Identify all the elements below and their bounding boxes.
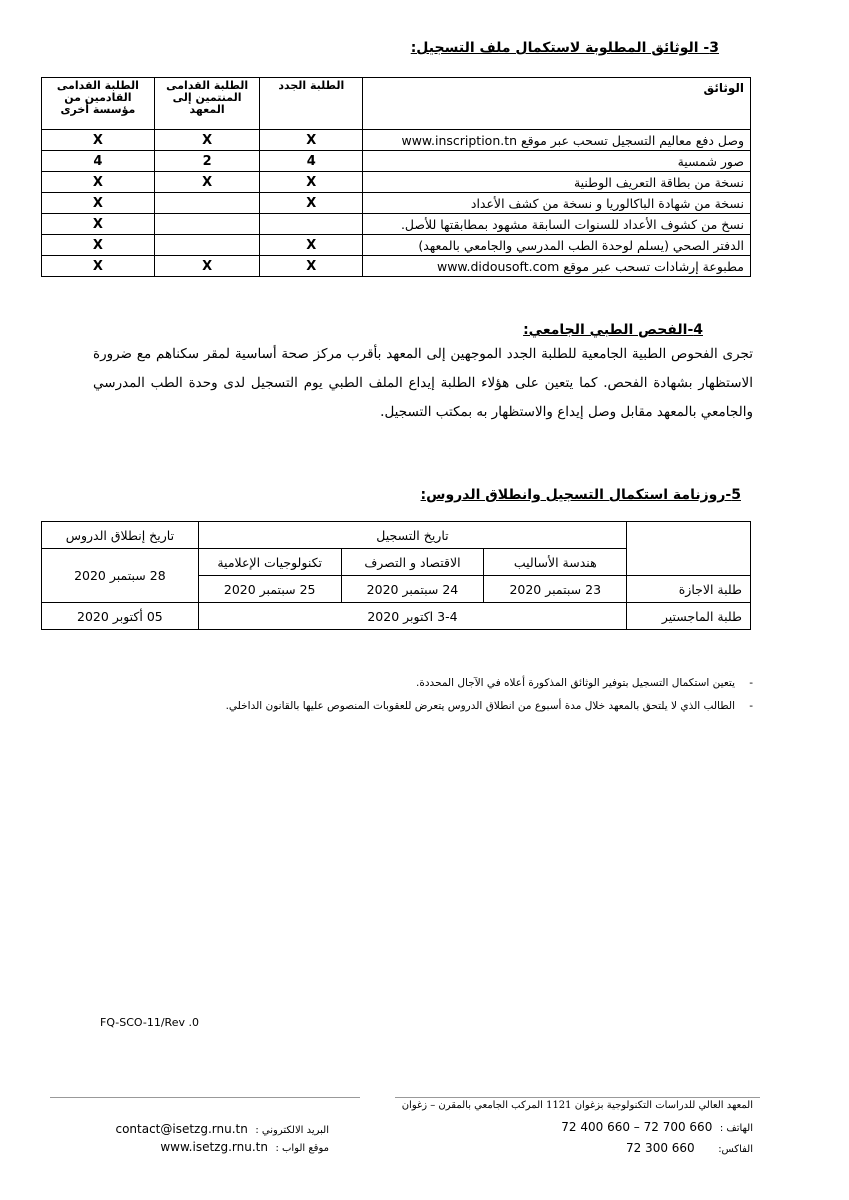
mark-old-inst <box>154 235 260 256</box>
doc-cell: الدفتر الصحي (يسلم لوحدة الطب المدرسي والجامعي بالمعهد) <box>363 235 751 256</box>
footer-divider-right <box>395 1097 760 1098</box>
mark-old-other: X <box>42 130 155 151</box>
mark-old-inst: X <box>154 130 260 151</box>
mark-new <box>260 214 363 235</box>
footer-website <box>160 1140 329 1154</box>
licence-start-date: 28 سبتمبر 2020 <box>42 549 199 603</box>
master-start-date: 05 أكتوبر 2020 <box>42 603 199 630</box>
table-row <box>42 214 751 235</box>
table-row <box>42 256 751 277</box>
documents-header-row <box>42 78 751 130</box>
section3-title: 3- الوثائق المطلوبة لاستكمال ملف التسجيل: <box>410 40 719 56</box>
mark-new: X <box>260 193 363 214</box>
master-row <box>42 603 751 630</box>
mark-new: X <box>260 256 363 277</box>
mark-old-other: X <box>42 172 155 193</box>
list-item: - الطالب الذي لا يلتحق بالمعهد خلال مدة أسبوع من انطلاق الدروس يتعرض للعقوبات المنصوص عليها بالقانون الداخلي. <box>225 700 753 712</box>
schedule-corner-cell <box>627 522 751 576</box>
table-row <box>42 130 751 151</box>
header-old-students-other: الطلبة القدامى القادمين من مؤسسة أخرى <box>42 78 155 130</box>
mark-old-other: 4 <box>42 151 155 172</box>
fax-label: الفاكس: <box>718 1144 753 1155</box>
mark-old-other: X <box>42 214 155 235</box>
mark-old-inst: X <box>154 256 260 277</box>
footer-phone <box>561 1120 753 1134</box>
email-link[interactable]: contact@isetzg.rnu.tn <box>115 1122 248 1136</box>
email-label: البريد الالكتروني : <box>255 1125 329 1136</box>
fax-number: 72 300 660 <box>625 1141 695 1155</box>
doc-cell: مطبوعة إرشادات تسحب عبر موقع www.didousoft.com <box>363 256 751 277</box>
section5-title: 5-روزنامة استكمال التسجيل وانطلاق الدروس: <box>420 487 741 503</box>
table-row <box>42 193 751 214</box>
footer-email <box>115 1122 329 1136</box>
footer-address: المعهد العالي للدراسات التكنولوجية بزغوان 1121 المركب الجامعي بالمقرن – زغوان <box>401 1100 753 1111</box>
doc-cell: وصل دفع معاليم التسجيل تسحب عبر موقع www.inscription.tn <box>363 130 751 151</box>
col-economics-management: الاقتصاد و التصرف <box>341 549 484 576</box>
section4-title: 4-الفحص الطبي الجامعي: <box>523 322 703 338</box>
schedule-header-row <box>42 522 751 549</box>
mark-new: 4 <box>260 151 363 172</box>
notes-list <box>113 672 753 718</box>
doc-cell: صور شمسية <box>363 151 751 172</box>
mark-new: X <box>260 130 363 151</box>
col-it: تكنولوجيات الإعلامية <box>198 549 341 576</box>
licence-date-3: 25 سبتمبر 2020 <box>198 576 341 603</box>
mark-old-inst: X <box>154 172 260 193</box>
phone-label: الهاتف : <box>719 1123 753 1134</box>
mark-old-inst: 2 <box>154 151 260 172</box>
footer-fax <box>626 1141 753 1155</box>
footer-divider-left <box>50 1097 360 1098</box>
web-label: موقع الواب : <box>275 1143 329 1154</box>
medical-exam-paragraph: تجرى الفحوص الطبية الجامعية للطلبة الجدد الموجهين إلى المعهد بأقرب مركز صحة أساسية لمقر سكناهم مع ضرورة الاستظهار بشهادة الفحص. كما يتعين على هؤلاء الطلبة إيداع الملف الطبي يوم التسجيل لدى وحدة الطب المدرسي والجامعي بالمعهد مقابل وصل إيداع والاستظهار به بمكتب التسجيل. <box>93 346 753 420</box>
documents-table <box>41 77 751 277</box>
mark-old-other: X <box>42 256 155 277</box>
mark-old-other: X <box>42 235 155 256</box>
licence-date-2: 24 سبتمبر 2020 <box>341 576 484 603</box>
master-label: طلبة الماجستير <box>627 603 751 630</box>
registration-date-header: تاريخ التسجيل <box>198 522 626 549</box>
doc-cell: نسخة من بطاقة التعريف الوطنية <box>363 172 751 193</box>
table-row <box>42 151 751 172</box>
mark-old-inst <box>154 214 260 235</box>
licence-label: طلبة الاجازة <box>627 576 751 603</box>
table-row <box>42 235 751 256</box>
header-new-students: الطلبة الجدد <box>260 78 363 130</box>
doc-cell: نسخة من شهادة الباكالوريا و نسخة من كشف الأعداد <box>363 193 751 214</box>
doc-cell: نسخ من كشوف الأعداد للسنوات السابقة مشهود بمطابقتها للأصل. <box>363 214 751 235</box>
start-date-header: تاريخ إنطلاق الدروس <box>42 522 199 549</box>
table-row <box>42 172 751 193</box>
licence-date-1: 23 سبتمبر 2020 <box>484 576 627 603</box>
mark-new: X <box>260 235 363 256</box>
mark-old-inst <box>154 193 260 214</box>
phone-numbers: 72 400 660 – 72 700 660 <box>561 1120 713 1134</box>
col-process-engineering: هندسة الأساليب <box>484 549 627 576</box>
header-old-students-institute: الطلبة القدامى المنتمين إلى المعهد <box>154 78 260 130</box>
mark-new: X <box>260 172 363 193</box>
form-reference: FQ-SCO-11/Rev .0 <box>100 1016 199 1029</box>
website-link[interactable]: www.isetzg.rnu.tn <box>160 1140 268 1154</box>
header-documents: الوثائق <box>363 78 751 130</box>
list-item: - يتعين استكمال التسجيل بتوفير الوثائق المذكورة أعلاه في الآجال المحددة. <box>416 677 753 689</box>
master-registration-date: 3-4 اكتوبر 2020 <box>198 603 626 630</box>
mark-old-other: X <box>42 193 155 214</box>
schedule-table <box>41 521 751 630</box>
